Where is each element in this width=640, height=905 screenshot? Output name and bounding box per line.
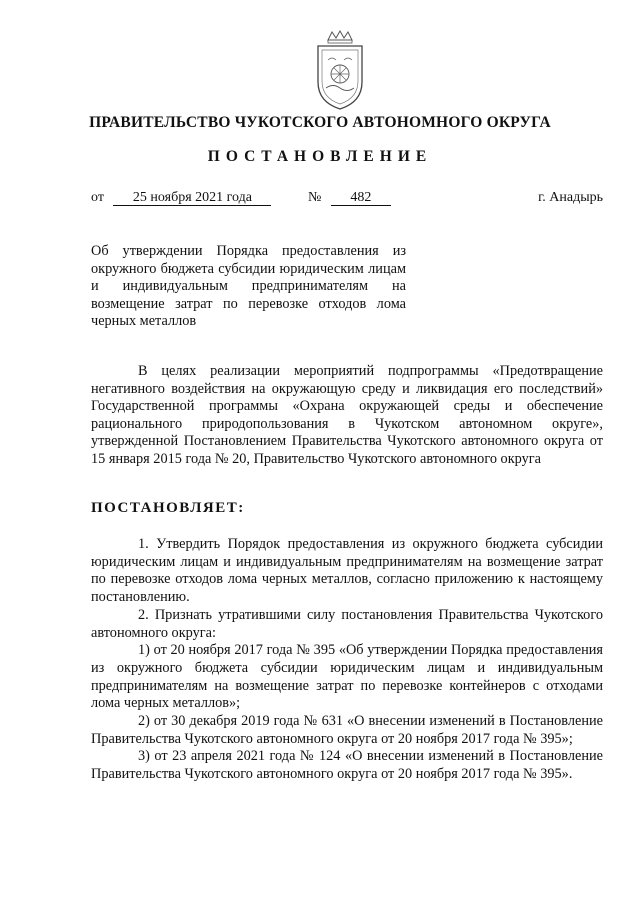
date-row: [91, 190, 271, 206]
item-paragraph: 2) от 30 декабря 2019 года № 631 «О внесении изменений в Постановление Правительства Чукотского автономного округа от 20 ноября 2017 года № 395»;: [91, 713, 603, 747]
document-date: 25 ноября 2021 года: [113, 190, 271, 206]
document-type-heading: ПОСТАНОВЛЕНИЕ: [207, 148, 433, 165]
preamble-text: [91, 363, 603, 468]
item-paragraph: 1. Утвердить Порядок предоставления из окружного бюджета субсидии юридическим лицам и индивидуальным предпринимателям на возмещение затрат по перевозке отходов лома черных металлов, согласно приложению к настоящему постановлению.: [91, 536, 603, 606]
number-row: [308, 190, 391, 206]
preamble-paragraph: В целях реализации мероприятий подпрограммы «Предотвращение негативного воздействия на окружающую среду и ликвидация его последствий» Государственной программы «Охрана окружающей среды и обеспечение рационального природопользования в Чукотском автономном округе», утвержденной Постановлением Правительства Чукотского автономного округа от 15 января 2015 года № 20, Правительство Чукотского автономного округа: [91, 363, 603, 467]
coat-of-arms-emblem: [304, 30, 376, 112]
organization-title: ПРАВИТЕЛЬСТВО ЧУКОТСКОГО АВТОНОМНОГО ОКРУГА: [89, 114, 551, 131]
item-paragraph: 1) от 20 ноября 2017 года № 395 «Об утверждении Порядка предоставления из окружного бюджета субсидии юридическим лицам и индивидуальным предпринимателям на возмещение затрат по перевозке контейнеров с отходами лома черных металлов»;: [91, 642, 603, 712]
item-paragraph: 3) от 23 апреля 2021 года № 124 «О внесении изменений в Постановление Правительства Чукотского автономного округа от 20 ноября 2017 года № 395».: [91, 748, 603, 783]
item-paragraph: 2. Признать утратившими силу постановления Правительства Чукотского автономного округа:: [91, 606, 603, 641]
document-place: г. Анадырь: [538, 190, 603, 205]
document-number: 482: [331, 190, 391, 206]
resolution-items: [91, 536, 603, 784]
date-prefix: от: [91, 190, 104, 205]
document-subject: Об утверждении Порядка предоставления из окружного бюджета субсидии юридическим лицам и индивидуальным предпринимателям на возмещение затрат по перевозке отходов лома черных металлов: [91, 243, 406, 329]
number-prefix: №: [308, 190, 322, 205]
resolves-heading: ПОСТАНОВЛЯЕТ:: [91, 500, 245, 516]
